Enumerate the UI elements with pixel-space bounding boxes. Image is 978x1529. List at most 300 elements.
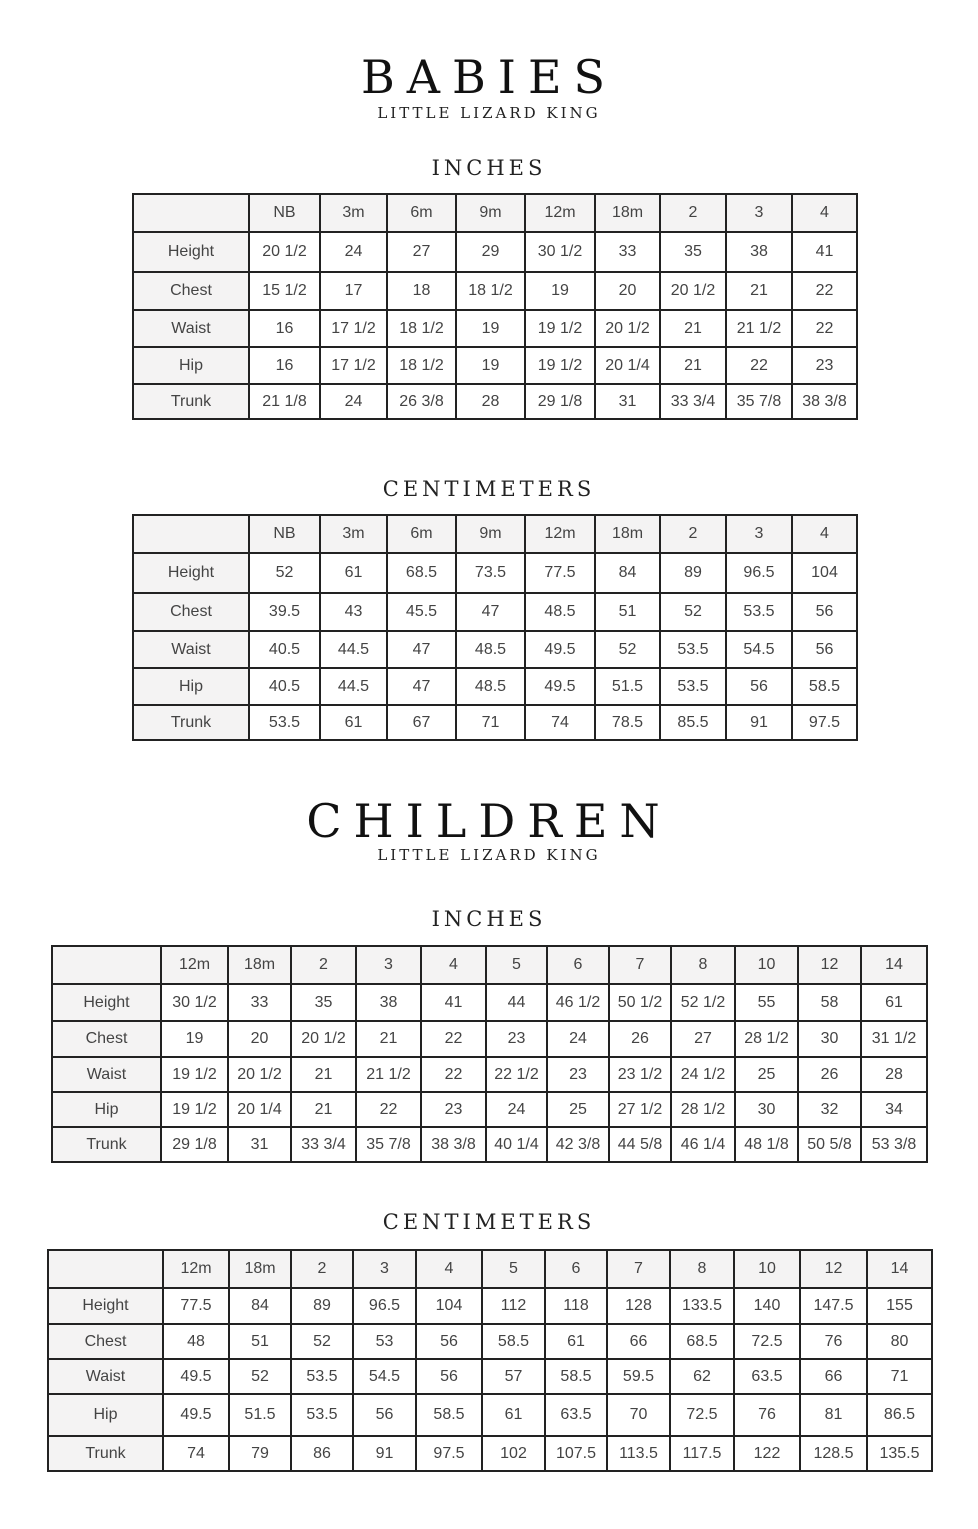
size-column-header: 14 — [867, 1250, 932, 1288]
measurement-value: 55 — [735, 984, 798, 1021]
babies-title: BABIES — [360, 50, 618, 104]
measurement-value: 53 — [353, 1324, 416, 1359]
measurement-value: 43 — [320, 593, 387, 631]
measurement-value: 18 1/2 — [387, 347, 456, 384]
measurement-value: 96.5 — [353, 1288, 416, 1324]
measurement-value: 58.5 — [482, 1324, 545, 1359]
measurement-value: 52 — [595, 631, 660, 668]
measurement-value: 51.5 — [229, 1394, 291, 1436]
size-column-header: 7 — [607, 1250, 670, 1288]
size-column-header: 4 — [416, 1250, 482, 1288]
size-column-header: 12m — [161, 946, 228, 984]
size-column-header: 5 — [482, 1250, 545, 1288]
measurement-value: 61 — [320, 553, 387, 593]
measurement-value: 48 1/8 — [735, 1127, 798, 1162]
measurement-value: 56 — [416, 1324, 482, 1359]
size-column-header: 9m — [456, 515, 525, 553]
measurement-value: 24 — [320, 384, 387, 419]
corner-cell — [133, 515, 249, 553]
measurement-value: 104 — [416, 1288, 482, 1324]
size-column-header: 3m — [320, 515, 387, 553]
measurement-value: 20 1/4 — [228, 1092, 291, 1127]
measurement-value: 20 1/4 — [595, 347, 660, 384]
size-column-header: 18m — [595, 515, 660, 553]
measurement-label: Chest — [133, 593, 249, 631]
measurement-value: 20 1/2 — [228, 1057, 291, 1092]
measurement-value: 122 — [734, 1436, 800, 1471]
measurement-value: 71 — [456, 705, 525, 740]
measurement-value: 42 3/8 — [547, 1127, 609, 1162]
size-column-header: 12m — [163, 1250, 229, 1288]
measurement-value: 21 1/2 — [726, 310, 792, 347]
measurement-value: 38 3/8 — [792, 384, 857, 419]
measurement-value: 53.5 — [660, 668, 726, 705]
table-row — [133, 593, 857, 631]
measurement-value: 58.5 — [545, 1359, 607, 1394]
measurement-value: 74 — [163, 1436, 229, 1471]
size-column-header: 2 — [660, 194, 726, 232]
size-column-header: 6 — [547, 946, 609, 984]
measurement-value: 46 1/2 — [547, 984, 609, 1021]
measurement-value: 47 — [387, 631, 456, 668]
table-row — [52, 1057, 927, 1092]
measurement-value: 76 — [800, 1324, 867, 1359]
measurement-value: 63.5 — [545, 1394, 607, 1436]
size-column-header: 18m — [228, 946, 291, 984]
measurement-value: 49.5 — [163, 1394, 229, 1436]
table-row — [48, 1288, 932, 1324]
measurement-value: 84 — [595, 553, 660, 593]
size-column-header: 12m — [525, 194, 595, 232]
size-column-header: 4 — [792, 515, 857, 553]
measurement-value: 17 — [320, 272, 387, 310]
measurement-value: 102 — [482, 1436, 545, 1471]
measurement-value: 84 — [229, 1288, 291, 1324]
measurement-value: 53.5 — [249, 705, 320, 740]
corner-cell — [48, 1250, 163, 1288]
measurement-value: 44.5 — [320, 668, 387, 705]
size-column-header: 4 — [421, 946, 486, 984]
measurement-value: 61 — [320, 705, 387, 740]
measurement-value: 45.5 — [387, 593, 456, 631]
children-inches-table — [51, 945, 928, 1163]
measurement-value: 81 — [800, 1394, 867, 1436]
measurement-value: 33 — [595, 232, 660, 272]
measurement-label: Hip — [133, 668, 249, 705]
measurement-value: 78.5 — [595, 705, 660, 740]
table-row — [52, 984, 927, 1021]
measurement-value: 24 1/2 — [671, 1057, 735, 1092]
measurement-value: 26 — [798, 1057, 861, 1092]
measurement-value: 17 1/2 — [320, 347, 387, 384]
size-column-header: 2 — [660, 515, 726, 553]
measurement-value: 19 1/2 — [525, 310, 595, 347]
measurement-label: Trunk — [133, 384, 249, 419]
measurement-value: 17 1/2 — [320, 310, 387, 347]
measurement-value: 97.5 — [792, 705, 857, 740]
measurement-value: 56 — [792, 631, 857, 668]
measurement-value: 28 1/2 — [671, 1092, 735, 1127]
measurement-value: 48.5 — [456, 631, 525, 668]
measurement-value: 20 1/2 — [291, 1021, 356, 1057]
measurement-value: 38 — [726, 232, 792, 272]
table-row — [133, 310, 857, 347]
measurement-value: 24 — [320, 232, 387, 272]
table-row — [133, 272, 857, 310]
measurement-value: 91 — [353, 1436, 416, 1471]
size-column-header: NB — [249, 515, 320, 553]
measurement-label: Trunk — [133, 705, 249, 740]
measurement-label: Chest — [52, 1021, 161, 1057]
children-centimeters-table — [47, 1249, 933, 1472]
size-column-header: 2 — [291, 1250, 353, 1288]
measurement-label: Trunk — [52, 1127, 161, 1162]
measurement-value: 49.5 — [525, 631, 595, 668]
measurement-value: 19 — [456, 347, 525, 384]
measurement-value: 24 — [486, 1092, 547, 1127]
measurement-value: 68.5 — [387, 553, 456, 593]
size-column-header: 18m — [229, 1250, 291, 1288]
measurement-label: Trunk — [48, 1436, 163, 1471]
measurement-value: 61 — [545, 1324, 607, 1359]
measurement-value: 91 — [726, 705, 792, 740]
measurement-value: 40.5 — [249, 668, 320, 705]
measurement-value: 128.5 — [800, 1436, 867, 1471]
table-row — [133, 553, 857, 593]
measurement-value: 58.5 — [416, 1394, 482, 1436]
measurement-value: 22 1/2 — [486, 1057, 547, 1092]
babies-inches-heading: INCHES — [431, 156, 547, 180]
measurement-value: 147.5 — [800, 1288, 867, 1324]
measurement-value: 85.5 — [660, 705, 726, 740]
measurement-value: 16 — [249, 310, 320, 347]
measurement-label: Hip — [133, 347, 249, 384]
measurement-value: 73.5 — [456, 553, 525, 593]
measurement-value: 53.5 — [726, 593, 792, 631]
children-subtitle: LITTLE LIZARD KING — [377, 846, 601, 864]
measurement-value: 48.5 — [456, 668, 525, 705]
measurement-value: 66 — [800, 1359, 867, 1394]
measurement-value: 80 — [867, 1324, 932, 1359]
measurement-value: 52 — [249, 553, 320, 593]
measurement-value: 18 1/2 — [456, 272, 525, 310]
measurement-value: 31 — [595, 384, 660, 419]
measurement-value: 39.5 — [249, 593, 320, 631]
measurement-value: 41 — [421, 984, 486, 1021]
corner-cell — [133, 194, 249, 232]
children-inches-heading: INCHES — [431, 907, 547, 931]
measurement-value: 15 1/2 — [249, 272, 320, 310]
size-column-header: 3m — [320, 194, 387, 232]
table-row — [133, 631, 857, 668]
table-row — [133, 232, 857, 272]
measurement-value: 70 — [607, 1394, 670, 1436]
measurement-value: 33 — [228, 984, 291, 1021]
measurement-value: 28 — [456, 384, 525, 419]
size-column-header: 8 — [671, 946, 735, 984]
measurement-value: 20 1/2 — [595, 310, 660, 347]
measurement-value: 23 — [792, 347, 857, 384]
measurement-value: 40.5 — [249, 631, 320, 668]
measurement-value: 26 — [609, 1021, 671, 1057]
measurement-value: 29 1/8 — [525, 384, 595, 419]
measurement-value: 22 — [792, 272, 857, 310]
measurement-value: 21 — [660, 347, 726, 384]
measurement-value: 19 — [525, 272, 595, 310]
measurement-value: 21 — [291, 1092, 356, 1127]
measurement-value: 89 — [291, 1288, 353, 1324]
measurement-value: 28 — [861, 1057, 927, 1092]
size-column-header: 3 — [726, 194, 792, 232]
measurement-value: 68.5 — [670, 1324, 734, 1359]
measurement-value: 54.5 — [726, 631, 792, 668]
measurement-value: 25 — [735, 1057, 798, 1092]
measurement-value: 128 — [607, 1288, 670, 1324]
measurement-value: 52 — [291, 1324, 353, 1359]
table-row — [133, 347, 857, 384]
measurement-value: 23 — [421, 1092, 486, 1127]
measurement-value: 52 1/2 — [671, 984, 735, 1021]
size-column-header: 5 — [486, 946, 547, 984]
measurement-value: 50 1/2 — [609, 984, 671, 1021]
measurement-value: 47 — [387, 668, 456, 705]
measurement-value: 118 — [545, 1288, 607, 1324]
measurement-value: 22 — [792, 310, 857, 347]
measurement-value: 48.5 — [525, 593, 595, 631]
measurement-value: 20 — [595, 272, 660, 310]
measurement-value: 30 — [735, 1092, 798, 1127]
measurement-label: Hip — [48, 1394, 163, 1436]
measurement-value: 77.5 — [163, 1288, 229, 1324]
measurement-value: 18 — [387, 272, 456, 310]
table-row — [52, 1092, 927, 1127]
table-row — [48, 1324, 932, 1359]
measurement-value: 29 — [456, 232, 525, 272]
size-column-header: 3 — [726, 515, 792, 553]
measurement-value: 33 3/4 — [291, 1127, 356, 1162]
measurement-value: 22 — [421, 1057, 486, 1092]
measurement-value: 21 1/8 — [249, 384, 320, 419]
measurement-value: 30 — [798, 1021, 861, 1057]
measurement-value: 54.5 — [353, 1359, 416, 1394]
measurement-value: 41 — [792, 232, 857, 272]
measurement-value: 53 3/8 — [861, 1127, 927, 1162]
measurement-value: 38 — [356, 984, 421, 1021]
size-column-header: 7 — [609, 946, 671, 984]
size-column-header: NB — [249, 194, 320, 232]
measurement-value: 44 5/8 — [609, 1127, 671, 1162]
measurement-value: 22 — [421, 1021, 486, 1057]
measurement-value: 117.5 — [670, 1436, 734, 1471]
measurement-value: 22 — [726, 347, 792, 384]
size-column-header: 12m — [525, 515, 595, 553]
size-column-header: 6m — [387, 515, 456, 553]
measurement-value: 49.5 — [525, 668, 595, 705]
measurement-value: 48 — [163, 1324, 229, 1359]
measurement-label: Height — [133, 232, 249, 272]
children-title: CHILDREN — [306, 794, 672, 848]
size-column-header: 10 — [735, 946, 798, 984]
measurement-value: 23 1/2 — [609, 1057, 671, 1092]
size-column-header: 2 — [291, 946, 356, 984]
table-row — [52, 1127, 927, 1162]
measurement-value: 16 — [249, 347, 320, 384]
measurement-value: 89 — [660, 553, 726, 593]
measurement-value: 31 — [228, 1127, 291, 1162]
measurement-value: 44.5 — [320, 631, 387, 668]
measurement-value: 24 — [547, 1021, 609, 1057]
measurement-value: 51 — [595, 593, 660, 631]
size-column-header: 4 — [792, 194, 857, 232]
measurement-value: 51.5 — [595, 668, 660, 705]
measurement-value: 21 1/2 — [356, 1057, 421, 1092]
measurement-value: 86.5 — [867, 1394, 932, 1436]
measurement-value: 112 — [482, 1288, 545, 1324]
measurement-value: 61 — [482, 1394, 545, 1436]
measurement-value: 53.5 — [660, 631, 726, 668]
measurement-value: 44 — [486, 984, 547, 1021]
measurement-value: 20 — [228, 1021, 291, 1057]
measurement-label: Height — [133, 553, 249, 593]
measurement-value: 58.5 — [792, 668, 857, 705]
measurement-value: 28 1/2 — [735, 1021, 798, 1057]
size-column-header: 3 — [353, 1250, 416, 1288]
measurement-label: Waist — [48, 1359, 163, 1394]
measurement-value: 29 1/8 — [161, 1127, 228, 1162]
babies-subtitle: LITTLE LIZARD KING — [377, 104, 601, 122]
measurement-value: 35 7/8 — [726, 384, 792, 419]
measurement-value: 19 1/2 — [161, 1092, 228, 1127]
measurement-value: 63.5 — [734, 1359, 800, 1394]
measurement-value: 47 — [456, 593, 525, 631]
measurement-value: 61 — [861, 984, 927, 1021]
size-column-header: 10 — [734, 1250, 800, 1288]
measurement-value: 71 — [867, 1359, 932, 1394]
measurement-value: 20 1/2 — [249, 232, 320, 272]
corner-cell — [52, 946, 161, 984]
measurement-value: 25 — [547, 1092, 609, 1127]
measurement-value: 21 — [726, 272, 792, 310]
measurement-value: 26 3/8 — [387, 384, 456, 419]
measurement-value: 113.5 — [607, 1436, 670, 1471]
measurement-value: 57 — [482, 1359, 545, 1394]
size-column-header: 18m — [595, 194, 660, 232]
measurement-value: 51 — [229, 1324, 291, 1359]
measurement-label: Waist — [133, 631, 249, 668]
size-column-header: 14 — [861, 946, 927, 984]
measurement-value: 96.5 — [726, 553, 792, 593]
measurement-value: 56 — [726, 668, 792, 705]
measurement-value: 19 1/2 — [525, 347, 595, 384]
table-row — [48, 1359, 932, 1394]
measurement-value: 52 — [229, 1359, 291, 1394]
size-column-header: 6m — [387, 194, 456, 232]
measurement-label: Chest — [48, 1324, 163, 1359]
measurement-value: 23 — [486, 1021, 547, 1057]
measurement-value: 76 — [734, 1394, 800, 1436]
children-centimeters-heading: CENTIMETERS — [382, 1210, 596, 1234]
measurement-value: 72.5 — [734, 1324, 800, 1359]
measurement-value: 32 — [798, 1092, 861, 1127]
table-row — [133, 668, 857, 705]
measurement-value: 23 — [547, 1057, 609, 1092]
measurement-value: 53.5 — [291, 1359, 353, 1394]
measurement-value: 27 — [671, 1021, 735, 1057]
measurement-value: 35 — [291, 984, 356, 1021]
table-row — [52, 1021, 927, 1057]
measurement-value: 18 1/2 — [387, 310, 456, 347]
measurement-value: 31 1/2 — [861, 1021, 927, 1057]
measurement-value: 22 — [356, 1092, 421, 1127]
babies-centimeters-table — [132, 514, 858, 741]
measurement-value: 50 5/8 — [798, 1127, 861, 1162]
measurement-value: 107.5 — [545, 1436, 607, 1471]
measurement-value: 155 — [867, 1288, 932, 1324]
size-column-header: 3 — [356, 946, 421, 984]
measurement-value: 49.5 — [163, 1359, 229, 1394]
measurement-value: 135.5 — [867, 1436, 932, 1471]
measurement-value: 79 — [229, 1436, 291, 1471]
measurement-value: 21 — [356, 1021, 421, 1057]
size-column-header: 6 — [545, 1250, 607, 1288]
measurement-value: 59.5 — [607, 1359, 670, 1394]
measurement-value: 62 — [670, 1359, 734, 1394]
measurement-label: Waist — [52, 1057, 161, 1092]
measurement-value: 20 1/2 — [660, 272, 726, 310]
measurement-value: 56 — [416, 1359, 482, 1394]
measurement-value: 140 — [734, 1288, 800, 1324]
measurement-value: 30 1/2 — [161, 984, 228, 1021]
measurement-label: Chest — [133, 272, 249, 310]
table-row — [133, 705, 857, 740]
babies-inches-table — [132, 193, 858, 420]
measurement-label: Height — [48, 1288, 163, 1324]
measurement-value: 72.5 — [670, 1394, 734, 1436]
measurement-value: 27 — [387, 232, 456, 272]
measurement-value: 77.5 — [525, 553, 595, 593]
measurement-value: 19 1/2 — [161, 1057, 228, 1092]
measurement-label: Hip — [52, 1092, 161, 1127]
table-row — [48, 1394, 932, 1436]
measurement-value: 97.5 — [416, 1436, 482, 1471]
size-column-header: 12 — [798, 946, 861, 984]
measurement-value: 21 — [291, 1057, 356, 1092]
measurement-value: 19 — [161, 1021, 228, 1057]
measurement-value: 46 1/4 — [671, 1127, 735, 1162]
size-column-header: 8 — [670, 1250, 734, 1288]
measurement-value: 35 — [660, 232, 726, 272]
measurement-value: 104 — [792, 553, 857, 593]
measurement-value: 19 — [456, 310, 525, 347]
measurement-value: 56 — [792, 593, 857, 631]
table-row — [133, 384, 857, 419]
measurement-value: 58 — [798, 984, 861, 1021]
measurement-label: Height — [52, 984, 161, 1021]
measurement-value: 33 3/4 — [660, 384, 726, 419]
measurement-value: 38 3/8 — [421, 1127, 486, 1162]
measurement-value: 52 — [660, 593, 726, 631]
size-column-header: 9m — [456, 194, 525, 232]
measurement-value: 21 — [660, 310, 726, 347]
measurement-value: 34 — [861, 1092, 927, 1127]
size-column-header: 12 — [800, 1250, 867, 1288]
measurement-label: Waist — [133, 310, 249, 347]
measurement-value: 30 1/2 — [525, 232, 595, 272]
measurement-value: 27 1/2 — [609, 1092, 671, 1127]
measurement-value: 66 — [607, 1324, 670, 1359]
measurement-value: 74 — [525, 705, 595, 740]
measurement-value: 56 — [353, 1394, 416, 1436]
